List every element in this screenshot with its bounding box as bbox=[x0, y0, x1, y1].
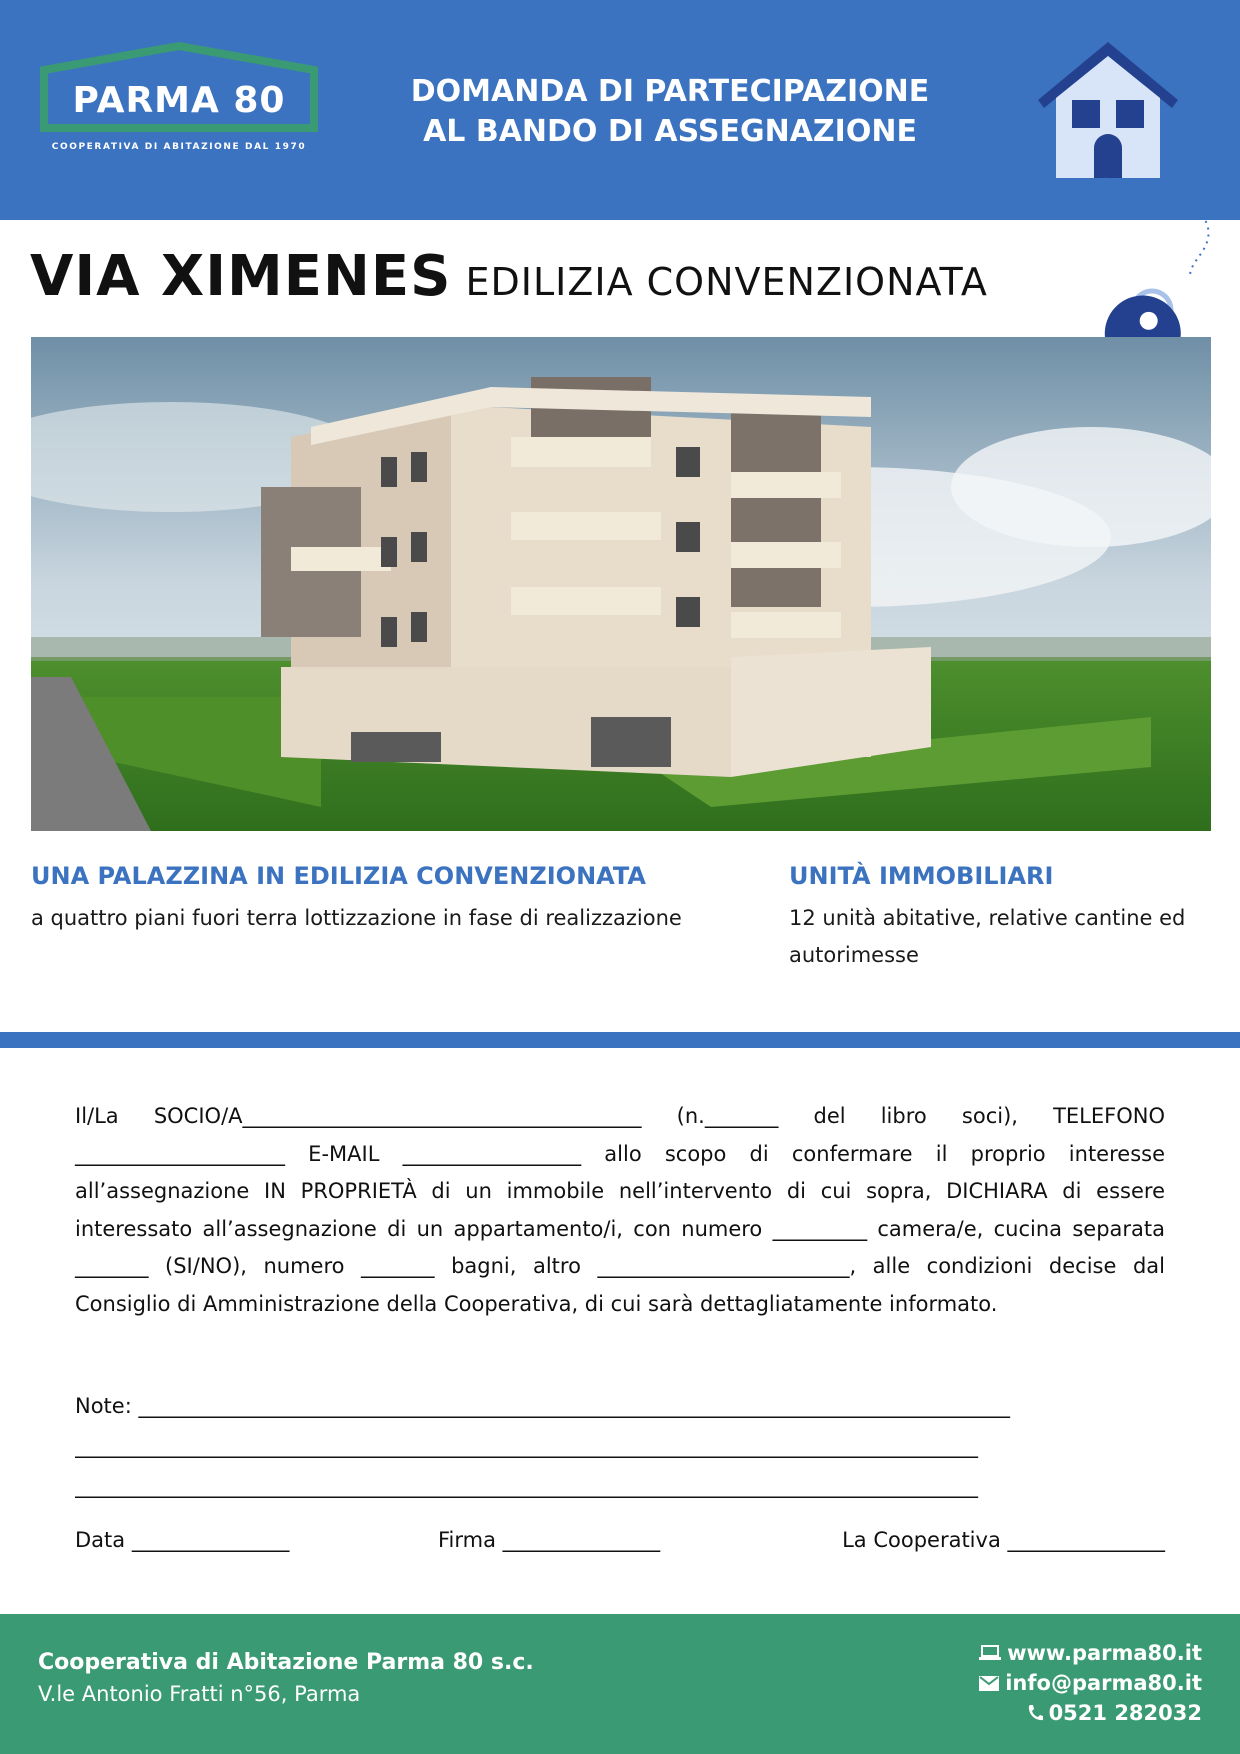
footer-email[interactable] bbox=[979, 1668, 1202, 1698]
footer bbox=[0, 1614, 1240, 1754]
info-building-text: a quattro piani fuori terra lottizzazione in fase di realizzazione bbox=[31, 906, 682, 930]
footer-phone[interactable] bbox=[979, 1698, 1202, 1728]
application-form-text[interactable]: Il/La SOCIO/A______________________________________ (n._______ del libro soci), TELEFONO ____________________ E-MAIL _________________ allo scopo di confermare il proprio interesse all’assegnazione IN PROPRIETÀ di un immobile nell’intervento di cui sopra, DICHIARA di essere interessato all’assegnazione di un appartamento/i, con numero _________ camera/e, cucina separata _______ (SI/NO), numero _______ bagni, altro ________________________, alle condizioni decise dal Consiglio di Amministrazione della Cooperativa, di cui sarà dettagliatamente informato. bbox=[75, 1104, 1165, 1316]
email-link[interactable]: info@parma80.it bbox=[1005, 1671, 1202, 1695]
notes-section[interactable] bbox=[75, 1386, 1165, 1506]
signature-field[interactable]: Firma _______________ bbox=[438, 1528, 661, 1552]
project-type: EDILIZIA CONVENZIONATA bbox=[465, 260, 988, 304]
footer-company-name: Cooperativa di Abitazione Parma 80 s.c. bbox=[38, 1650, 534, 1675]
notes-line-1[interactable] bbox=[75, 1386, 1165, 1426]
footer-website[interactable] bbox=[979, 1638, 1202, 1668]
project-title bbox=[30, 244, 988, 309]
phone-number[interactable]: 0521 282032 bbox=[1048, 1701, 1202, 1725]
parma80-logo bbox=[36, 42, 322, 160]
laptop-icon bbox=[979, 1645, 1001, 1661]
notes-line-3[interactable]: ______________________________________________________________________________________ bbox=[75, 1474, 978, 1498]
notes-label: Note: bbox=[75, 1394, 132, 1418]
website-link[interactable]: www.parma80.it bbox=[1007, 1641, 1202, 1665]
info-units-heading: UNITÀ IMMOBILIARI bbox=[789, 862, 1054, 890]
section-divider bbox=[0, 1032, 1240, 1048]
house-icon bbox=[1034, 38, 1182, 184]
date-field[interactable]: Data _______________ bbox=[75, 1528, 290, 1552]
project-name: VIA XIMENES bbox=[30, 244, 452, 309]
phone-icon bbox=[1027, 1704, 1043, 1722]
info-units bbox=[789, 862, 1209, 974]
logo-text: PARMA 80 bbox=[72, 80, 286, 121]
footer-contacts bbox=[979, 1638, 1202, 1728]
signature-row bbox=[75, 1528, 1165, 1568]
mail-icon bbox=[979, 1676, 999, 1691]
info-units-text: 12 unità abitative, relative cantine ed autorimesse bbox=[789, 906, 1186, 967]
building-render-image bbox=[31, 337, 1211, 831]
info-building-heading: UNA PALAZZINA IN EDILIZIA CONVENZIONATA bbox=[31, 862, 646, 890]
title-line-1: DOMANDA DI PARTECIPAZIONE bbox=[410, 74, 930, 109]
notes-blank-1[interactable]: ___________________________________________________________________________________ bbox=[138, 1394, 1010, 1418]
title-line-2: AL BANDO DI ASSEGNAZIONE bbox=[423, 114, 917, 149]
page-title bbox=[340, 72, 1000, 152]
footer-address: V.le Antonio Fratti n°56, Parma bbox=[38, 1682, 361, 1706]
cooperative-signature-field[interactable]: La Cooperativa _______________ bbox=[842, 1528, 1165, 1552]
logo-subtitle: COOPERATIVA DI ABITAZIONE DAL 1970 bbox=[51, 142, 307, 152]
notes-line-2[interactable]: ______________________________________________________________________________________ bbox=[75, 1434, 978, 1458]
info-building bbox=[31, 862, 731, 937]
